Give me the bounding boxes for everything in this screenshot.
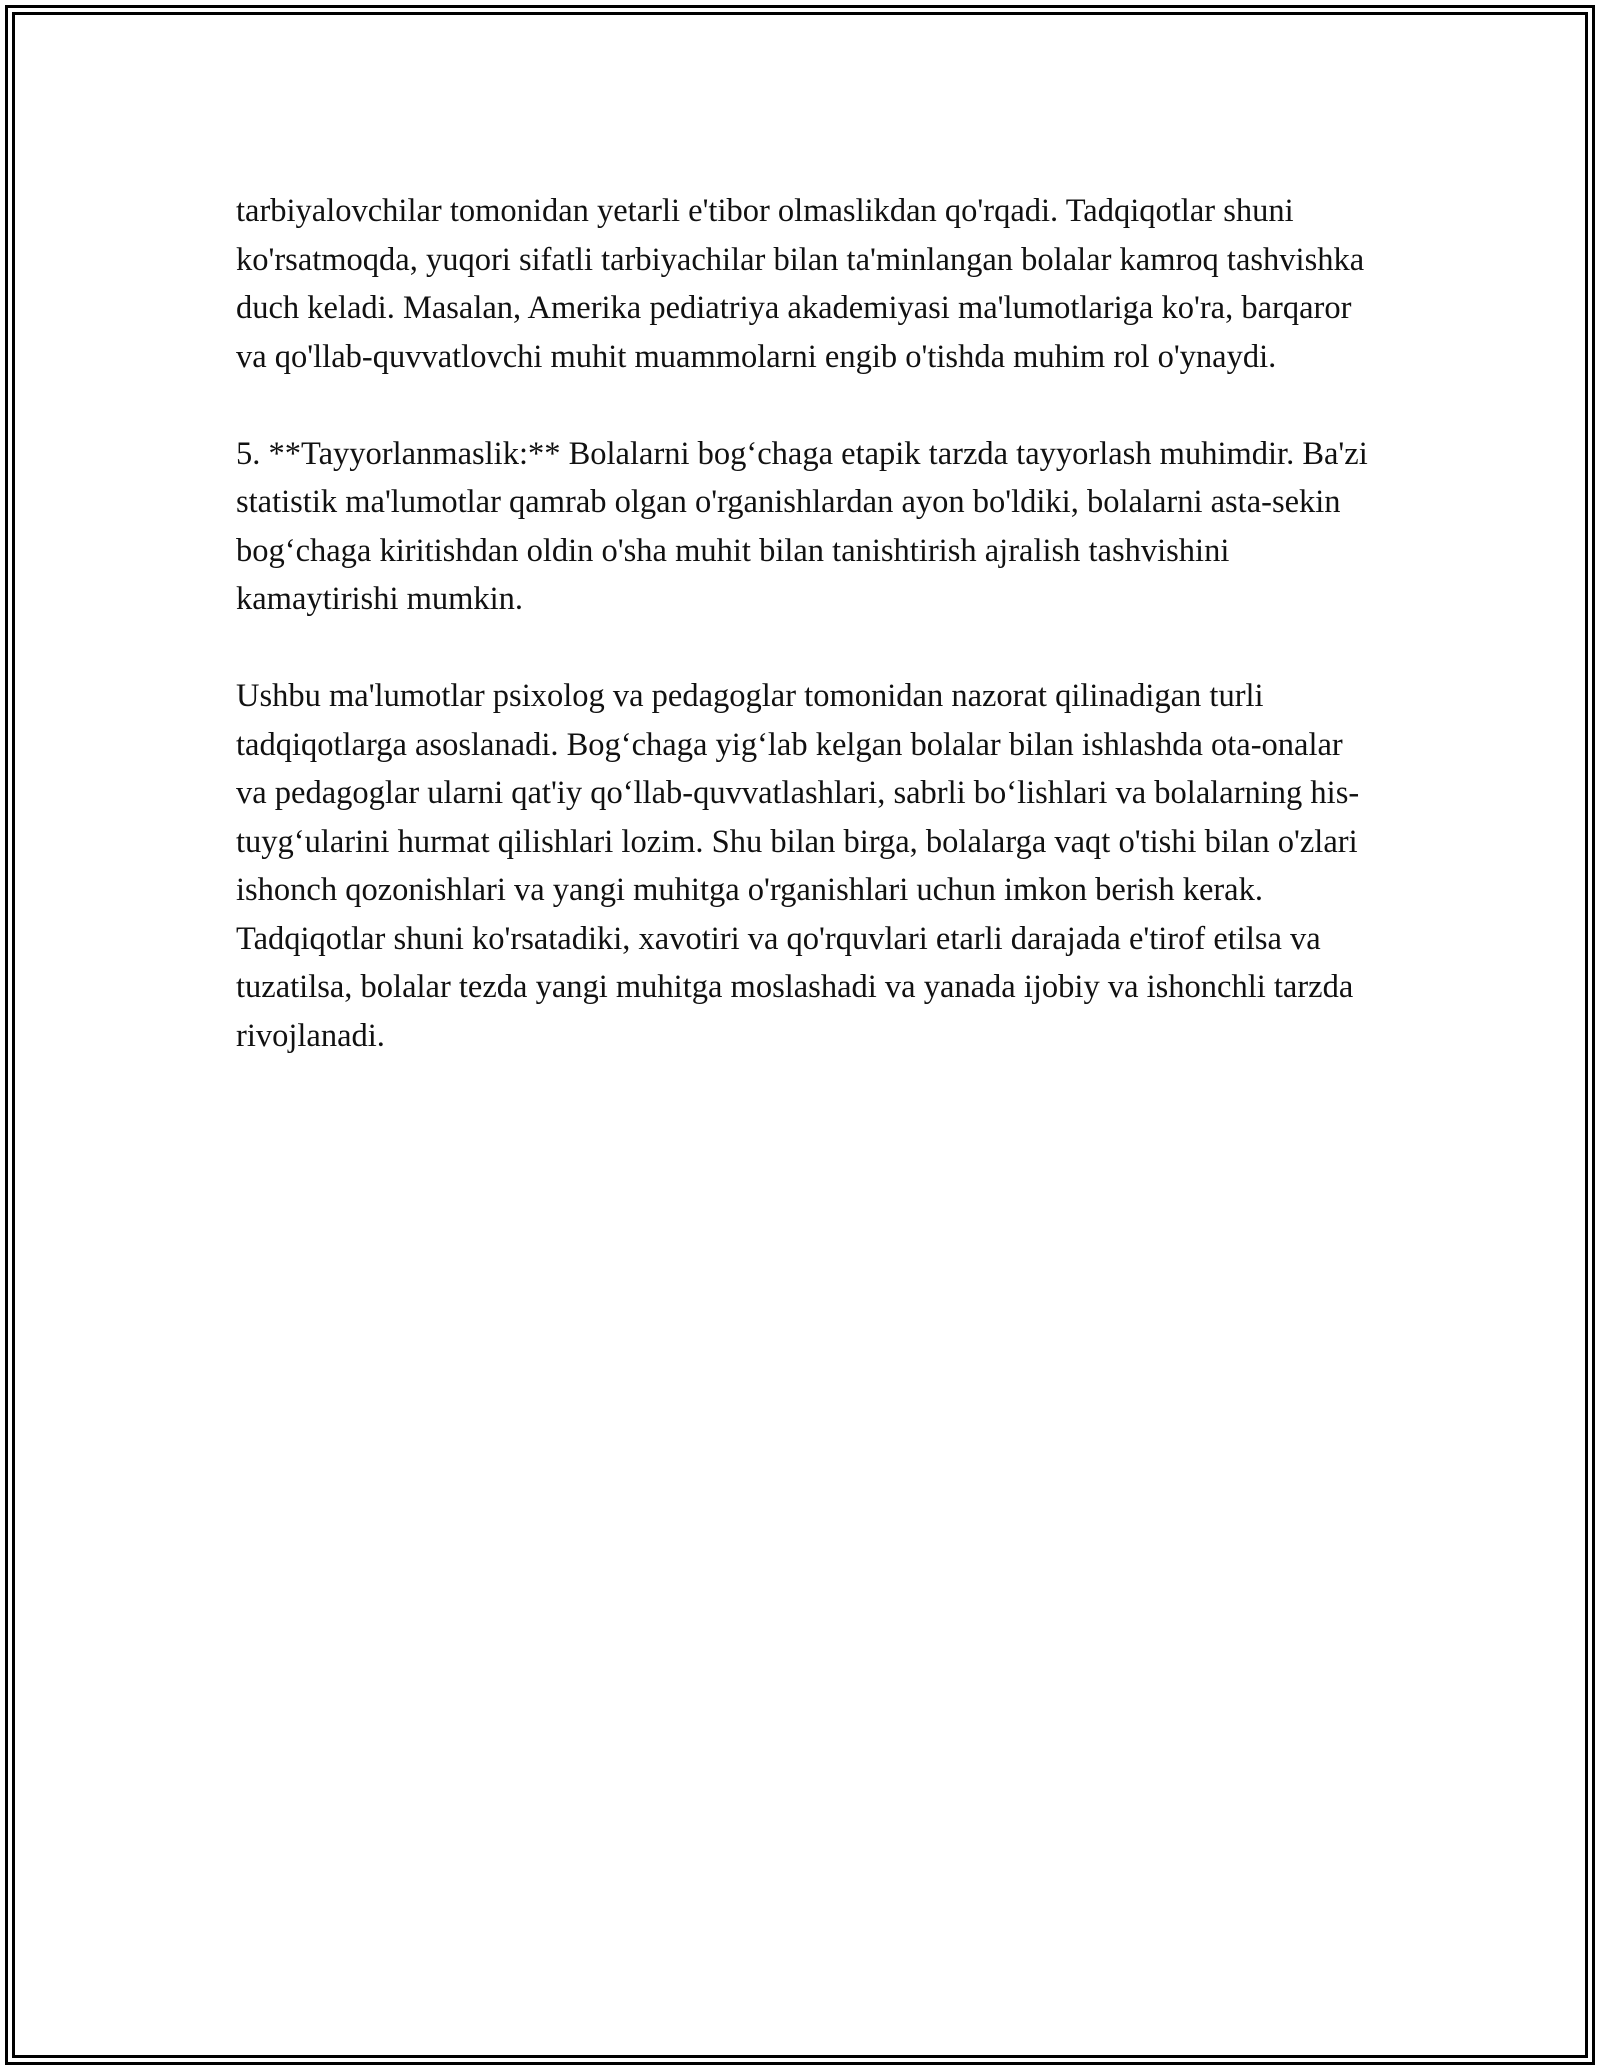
paragraph-conclusion: Ushbu ma'lumotlar psixolog va pedagoglar tomonidan nazorat qilinadigan turli tadqiqotlarga asoslanadi. Bog‘chaga yig‘lab kelgan bolalar bilan ishlashda ota-onalar va pedagoglar ularni qat'iy qo‘llab-quvvatlashlari, sabrli bo‘lishlari va bolalarning his-tuyg‘ularini hurmat qilishlari lozim. Shu bilan birga, bolalarga vaqt o'tishi bilan o'zlari ishonch qozonishlari va yangi muhitga o'rganishlari uchun imkon berish kerak. Tadqiqotlar shuni ko'rsatadiki, xavotiri va qo'rquvlari etarli darajada e'tirof etilsa va tuzatilsa, bolalar tezda yangi muhitga moslashadi va yanada ijobiy va ishonchli tarzda rivojlanadi.: [236, 678, 1360, 1054]
paragraph-caregiver-attention: tarbiyalovchilar tomonidan yetarli e'tibor olmaslikdan qo'rqadi. Tadqiqotlar shuni ko'rsatmoqda, yuqori sifatli tarbiyachilar bilan ta'minlangan bolalar kamroq tashvishka duch keladi. Masalan, Amerika pediatriya akademiyasi ma'lumotlariga ko'ra, barqaror va qo'llab-quvvatlovchi muhit muammolarni engib o'tishda muhim rol o'ynaydi.: [236, 193, 1365, 375]
paragraph-unpreparedness: 5. **Tayyorlanmaslik:** Bolalarni bog‘chaga etapik tarzda tayyorlash muhimdir. Ba'zi statistik ma'lumotlar qamrab olgan o'rganishlardan ayon bo'ldiki, bolalarni asta-sekin bog‘chaga kiritishdan oldin o'sha muhit bilan tanishtirish ajralish tashvishini kamaytirishi mumkin.: [236, 435, 1368, 617]
document-body: [236, 187, 1376, 1109]
